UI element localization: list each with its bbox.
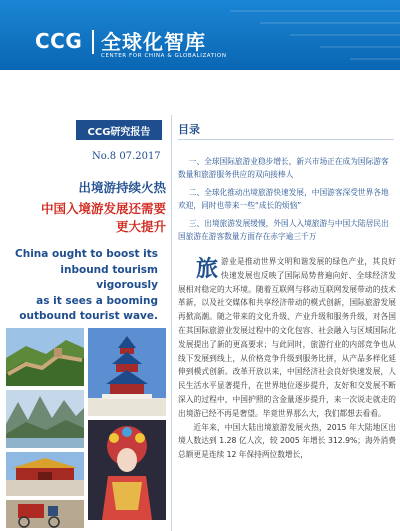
title-english [0, 247, 158, 325]
header-stripe [230, 10, 400, 12]
drop-cap: 旅 [196, 257, 219, 282]
temple-of-heaven-photo [88, 328, 166, 416]
title-en-line-2: inbound tourism vigorously [60, 263, 158, 291]
title-line-2: 中国入境游发展还需要 [40, 201, 166, 216]
title-en-line-4: outbound tourist wave. [19, 310, 158, 322]
toc-item[interactable]: 三、出境旅游发展缓慢，外国人入境旅游与中国大陆居民出国旅游在游客数量方面存在赤字逾三千万 [178, 219, 389, 241]
toc-underline [178, 139, 394, 140]
landscape-photo [6, 390, 84, 448]
paragraph-1-text: 游业是推动世界文明和谐发展的绿色产业，其良好快速发展也反映了国际局势普遍向好、全球经济发展相对稳定的大环境。随着互联网与移动互联网发展带动的技术革新，以及社交媒体和共享经济带动的模式创新，国际旅游发展再掀高潮。随之带来的文化升级、产业升级和服务升级，对各国在其国际旅游业发展过程中的文化包容、社会融入与区域国际化发展提出了新的更高要求；与此同时，旅游行业的内部竞争也从线下发展到线上，从价格竞争升级到服务比拼，从产品多样化延伸到模式创新。改革开放以来，中国经济社会良好快速发展，人民生活水平显著提升，在世界地位逐步提升，友好和交发展不断深入的过程中，中国护照的含金量逐步提升，来一次说走就走的出境游已经不再是奢望。毕竟世界那么大，我们都想去看看。 [178, 257, 396, 418]
title-en-line-1: China ought to boost its [15, 248, 158, 260]
paragraph-2: 近年来，中国大陆出境旅游发展火热，2015 年大陆地区出境人数达到 1.28 亿人次，较 2005 年增长 312.9%；海外消费总额更是连续 12 年保持两位数增长， [178, 422, 396, 460]
peking-opera-photo [88, 420, 166, 520]
column-divider [171, 115, 172, 531]
header-stripe [260, 22, 400, 24]
header-stripe [350, 58, 400, 60]
title-en-line-3: as it sees a booming [36, 294, 158, 307]
title-line-1: 出境游持续火热 [78, 180, 166, 195]
logo-abbr: CCG [35, 29, 83, 53]
header-stripe [290, 34, 400, 36]
toc-item[interactable]: 一、全球国际旅游业稳步增长，新兴市场正在成为国际游客数量和旅游服务供应的双向接棒人 [178, 157, 389, 179]
rickshaw-photo [6, 500, 84, 528]
toc-item[interactable]: 二、全球化推动出境旅游快速发展，中国游客深受世界各地欢迎，同时也带来一些“成长的烦恼” [178, 188, 389, 210]
logo-name-cn: 全球化智库 [101, 30, 206, 54]
title-cn-red [0, 200, 166, 236]
toc-heading: 目录 [178, 123, 200, 136]
title-line-3: 更大提升 [115, 219, 166, 234]
page-header [0, 0, 400, 70]
photo-collage [6, 328, 166, 528]
paragraph-1 [178, 255, 396, 421]
issue-number: No.8 07.2017 [92, 151, 161, 162]
article-body [178, 255, 396, 462]
logo-separator [92, 30, 94, 54]
report-badge: CCG研究报告 [76, 120, 162, 140]
table-of-contents [178, 156, 396, 250]
forbidden-city-photo [6, 452, 84, 496]
great-wall-photo [6, 328, 84, 386]
header-stripe [320, 46, 400, 48]
logo-name-en: CENTER FOR CHINA & GLOBALIZATION [101, 53, 227, 59]
